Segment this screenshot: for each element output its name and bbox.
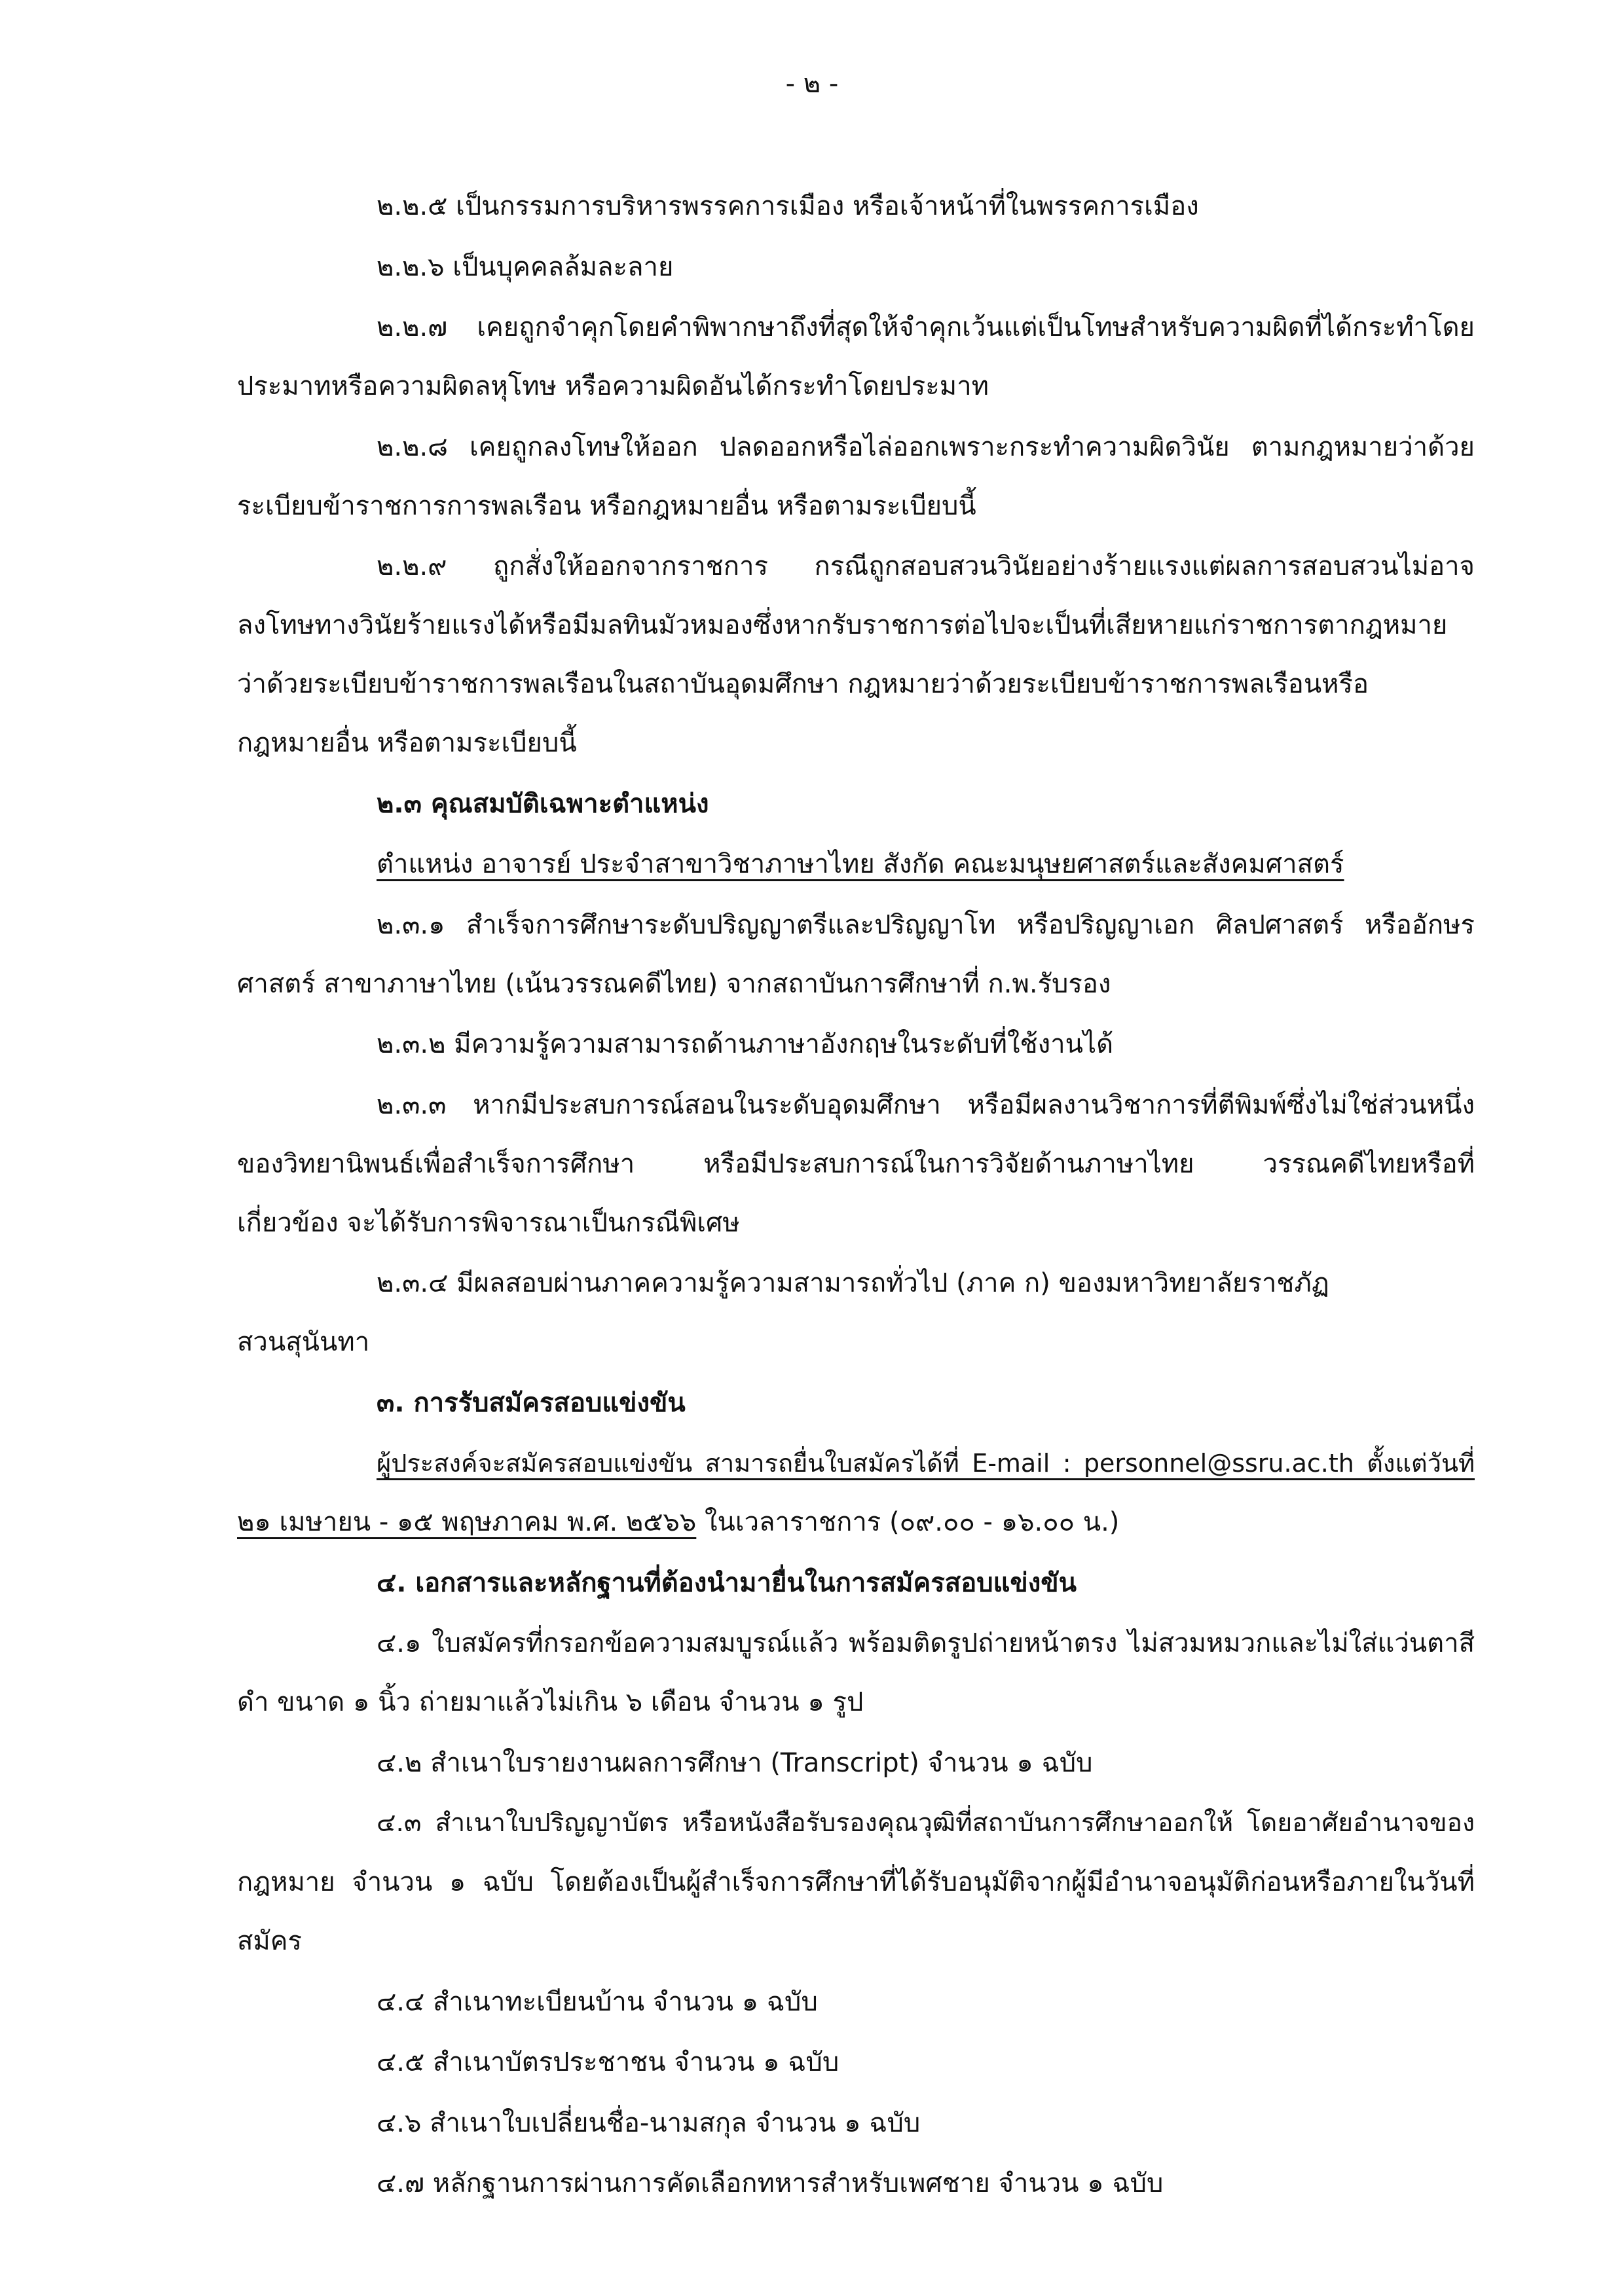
item-2-2-9-line-4: กฎหมายอื่น หรือตามระเบียบนี้ (237, 728, 577, 758)
page-number: - ๒ - (785, 69, 839, 99)
item-2-3-3-line-2: ของวิทยานิพนธ์เพื่อสำเร็จการศึกษา หรือมีประสบการณ์ในการวิจัยด้านภาษาไทย วรรณคดีไทยหรือที่ (237, 1149, 1475, 1179)
item-2-2-7-line-1: ๒.๒.๗ เคยถูกจำคุกโดยคำพิพากษาถึงที่สุดให้จำคุกเว้นแต่เป็นโทษสำหรับความผิดที่ได้กระทำโดย (377, 312, 1475, 342)
item-4-6: ๔.๖ สำเนาใบเปลี่ยนชื่อ-นามสกุล จำนวน ๑ ฉบับ (377, 2108, 921, 2138)
item-2-2-9-line-2: ลงโทษทางวินัยร้ายแรงได้หรือมีมลทินมัวหมองซึ่งหากรับราชการต่อไปจะเป็นที่เสียหายแก่ราชการตากฎหมาย (237, 610, 1448, 640)
item-4-4: ๔.๔ สำเนาทะเบียนบ้าน จำนวน ๑ ฉบับ (377, 1987, 818, 2017)
item-2-2-9-line-1: ๒.๒.๙ ถูกสั่งให้ออกจากราชการ กรณีถูกสอบสวนวินัยอย่างร้ายแรงแต่ผลการสอบสวนไม่อาจ (377, 551, 1475, 581)
item-2-3-4-line-2: สวนสุนันทา (237, 1327, 370, 1357)
item-2-3-3-line-3: เกี่ยวข้อง จะได้รับการพิจารณาเป็นกรณีพิเศษ (237, 1208, 740, 1238)
item-2-2-6: ๒.๒.๖ เป็นบุคคลล้มละลาย (377, 252, 674, 282)
office-hours: ในเวลาราชการ (๐๙.๐๐ - ๑๖.๐๐ น.) (696, 1507, 1120, 1537)
section-3-heading: ๓. การรับสมัครสอบแข่งขัน (377, 1388, 686, 1418)
application-period-dates: ๒๑ เมษายน - ๑๕ พฤษภาคม พ.ศ. ๒๕๖๖ (237, 1507, 697, 1537)
item-4-3-line-3: สมัคร (237, 1926, 303, 1956)
item-4-2: ๔.๒ สำเนาใบรายงานผลการศึกษา (Transcript) จำนวน ๑ ฉบับ (377, 1748, 1093, 1778)
item-2-2-8-line-2: ระเบียบข้าราชการการพลเรือน หรือกฎหมายอื่น หรือตามระเบียบนี้ (237, 491, 976, 521)
item-4-7: ๔.๗ หลักฐานการผ่านการคัดเลือกทหารสำหรับเพศชาย จำนวน ๑ ฉบับ (377, 2168, 1164, 2198)
application-email-line: ผู้ประสงค์จะสมัครสอบแข่งขัน สามารถยื่นใบสมัครได้ที่ E-mail : personnel@ssru.ac.th ตั้งแต่วันที่ (377, 1449, 1475, 1478)
item-2-2-8-line-1: ๒.๒.๘ เคยถูกลงโทษให้ออก ปลดออกหรือไล่ออกเพราะกระทำความผิดวินัย ตามกฎหมายว่าด้วย (377, 432, 1475, 462)
section-2-3-heading: ๒.๓ คุณสมบัติเฉพาะตำแหน่ง (377, 789, 709, 819)
item-4-3-line-1: ๔.๓ สำเนาใบปริญญาบัตร หรือหนังสือรับรองคุณวุฒิที่สถาบันการศึกษาออกให้ โดยอาศัยอำนาจของ (377, 1808, 1475, 1838)
item-4-1-line-1: ๔.๑ ใบสมัครที่กรอกข้อความสมบูรณ์แล้ว พร้อมติดรูปถ่ายหน้าตรง ไม่สวมหมวกและไม่ใส่แว่นตาสี (377, 1628, 1475, 1658)
item-2-2-5: ๒.๒.๕ เป็นกรรมการบริหารพรรคการเมือง หรือเจ้าหน้าที่ในพรรคการเมือง (377, 191, 1199, 221)
section-4-heading: ๔. เอกสารและหลักฐานที่ต้องนำมายื่นในการสมัครสอบแข่งขัน (377, 1568, 1077, 1598)
item-4-1-line-2: ดำ ขนาด ๑ นิ้ว ถ่ายมาแล้วไม่เกิน ๖ เดือน จำนวน ๑ รูป (237, 1687, 864, 1717)
application-period-line (237, 1503, 1475, 1542)
item-2-3-3-line-1: ๒.๓.๓ หากมีประสบการณ์สอนในระดับอุดมศึกษา หรือมีผลงานวิชาการที่ตีพิมพ์ซึ่งไม่ใช่ส่วนหนึ่ง (377, 1090, 1475, 1120)
item-2-2-7-line-2: ประมาทหรือความผิดลหุโทษ หรือความผิดอันได้กระทำโดยประมาท (237, 371, 989, 401)
item-2-3-2: ๒.๓.๒ มีความรู้ความสามารถด้านภาษาอังกฤษในระดับที่ใช้งานได้ (377, 1029, 1114, 1059)
position-title: ตำแหน่ง อาจารย์ ประจำสาขาวิชาภาษาไทย สังกัด คณะมนุษยศาสตร์และสังคมศาสตร์ (377, 849, 1344, 879)
item-4-3-line-2: กฎหมาย จำนวน ๑ ฉบับ โดยต้องเป็นผู้สำเร็จการศึกษาที่ได้รับอนุมัติจากผู้มีอำนาจอนุมัติก่อนหรือภายในวันที่ (237, 1867, 1475, 1897)
item-4-5: ๔.๕ สำเนาบัตรประชาชน จำนวน ๑ ฉบับ (377, 2047, 840, 2077)
item-2-3-1-line-1: ๒.๓.๑ สำเร็จการศึกษาระดับปริญญาตรีและปริญญาโท หรือปริญญาเอก ศิลปศาสตร์ หรืออักษร (377, 910, 1475, 940)
item-2-2-9-line-3: ว่าด้วยระเบียบข้าราชการพลเรือนในสถาบันอุดมศึกษา กฎหมายว่าด้วยระเบียบข้าราชการพลเรือนหรือ (237, 669, 1369, 699)
item-2-3-4-line-1: ๒.๓.๔ มีผลสอบผ่านภาคความรู้ความสามารถทั่วไป (ภาค ก) ของมหาวิทยาลัยราชภัฏ (377, 1268, 1329, 1298)
item-2-3-1-line-2: ศาสตร์ สาขาภาษาไทย (เน้นวรรณคดีไทย) จากสถาบันการศึกษาที่ ก.พ.รับรอง (237, 969, 1111, 999)
